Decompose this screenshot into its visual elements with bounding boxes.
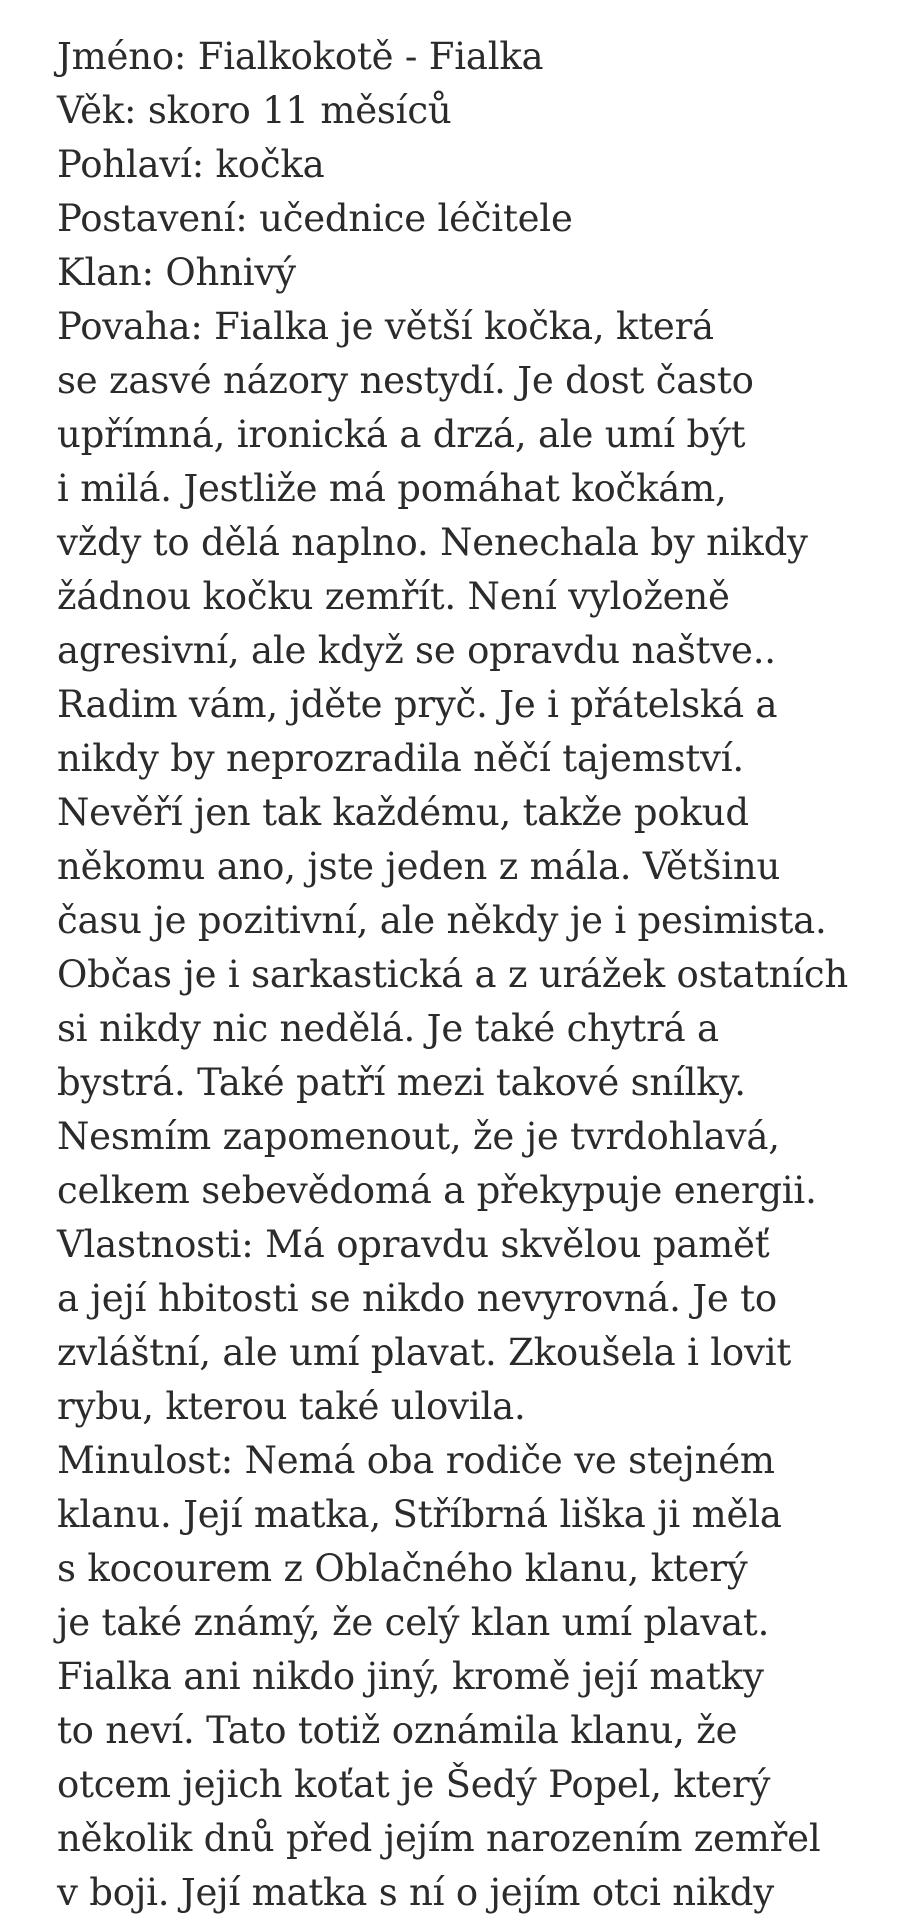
text-line: Nevěří jen tak každému, takže pokud xyxy=(57,791,749,834)
text-line-sex: Pohlaví: kočka xyxy=(57,143,325,186)
text-line-traits: Vlastnosti: Má opravdu skvělou paměť xyxy=(57,1223,770,1266)
text-line: Občas je i sarkastická a z urážek ostatních xyxy=(57,953,849,996)
text-line: a její hbitosti se nikdo nevyrovná. Je to xyxy=(57,1277,777,1320)
document-text xyxy=(57,30,917,1920)
text-line: vždy to dělá naplno. Nenechala by nikdy xyxy=(57,521,808,564)
text-line-personality: Povaha: Fialka je větší kočka, která xyxy=(57,305,714,348)
text-line: rybu, kterou také ulovila. xyxy=(57,1385,526,1428)
text-line: se zasvé názory nestydí. Je dost často xyxy=(57,359,754,402)
text-line: upřímná, ironická a drzá, ale umí být xyxy=(57,413,746,456)
text-line-rank: Postavení: učednice léčitele xyxy=(57,197,573,240)
text-line: s kocourem z Oblačného klanu, který xyxy=(57,1547,748,1590)
text-line: je také známý, že celý klan umí plavat. xyxy=(57,1601,770,1644)
text-line: otcem jejich koťat je Šedý Popel, který xyxy=(57,1763,771,1806)
text-line: času je pozitivní, ale někdy je i pesimista. xyxy=(57,899,827,942)
text-line-name: Jméno: Fialkokotě - Fialka xyxy=(57,35,544,78)
text-line-age: Věk: skoro 11 měsíců xyxy=(57,89,452,132)
text-line: žádnou kočku zemřít. Není vyloženě xyxy=(57,575,730,618)
text-line: několik dnů před jejím narozením zemřel xyxy=(57,1817,821,1860)
text-line: klanu. Její matka, Stříbrná liška ji měla xyxy=(57,1493,782,1536)
text-line: Fialka ani nikdo jiný, kromě její matky xyxy=(57,1655,764,1698)
text-line: zvláštní, ale umí plavat. Zkoušela i lovit xyxy=(57,1331,792,1374)
text-line: Nesmím zapomenout, že je tvrdohlavá, xyxy=(57,1115,780,1158)
text-line: si nikdy nic nedělá. Je také chytrá a xyxy=(57,1007,719,1050)
text-line: to neví. Tato totiž oznámila klanu, že xyxy=(57,1709,738,1752)
text-line: i milá. Jestliže má pomáhat kočkám, xyxy=(57,467,727,510)
text-line: agresivní, ale když se opravdu naštve.. xyxy=(57,629,776,672)
text-line-history: Minulost: Nemá oba rodiče ve stejném xyxy=(57,1439,775,1482)
text-line: bystrá. Také patří mezi takové snílky. xyxy=(57,1061,746,1104)
text-line: celkem sebevědomá a překypuje energii. xyxy=(57,1169,817,1212)
text-line: nikdy by neprozradila něčí tajemství. xyxy=(57,737,744,780)
text-line: Radim vám, jděte pryč. Je i přátelská a xyxy=(57,683,778,726)
text-line: někomu ano, jste jeden z mála. Většinu xyxy=(57,845,781,888)
text-line-clan: Klan: Ohnivý xyxy=(57,251,296,294)
text-line: v boji. Její matka s ní o jejím otci nikdy xyxy=(57,1871,774,1914)
